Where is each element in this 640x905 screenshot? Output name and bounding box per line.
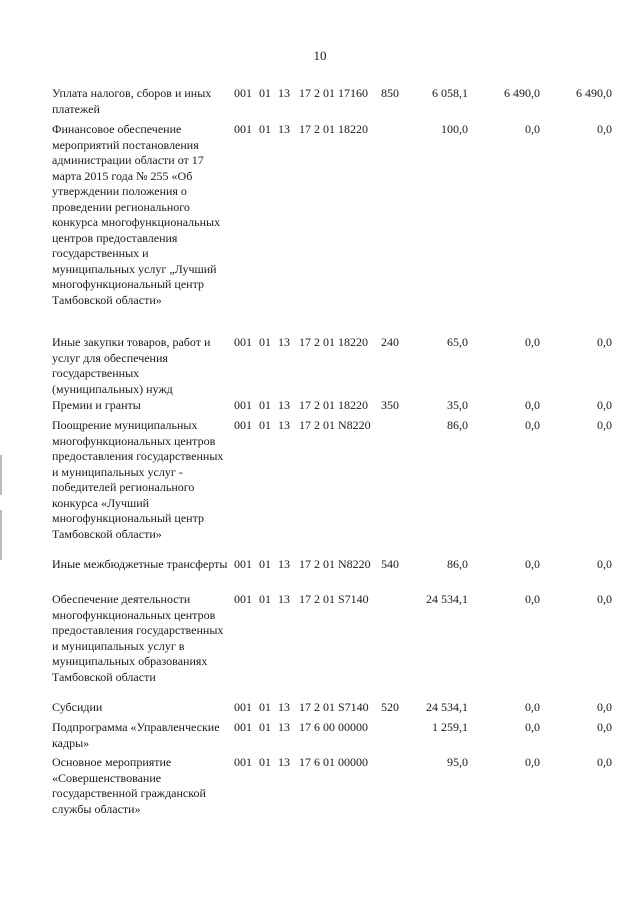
page-number: 10 [313,48,327,63]
razdel-code: 01 [259,418,271,432]
row-name: Основное мероприятие «Совершенствование государственной гражданской службы области» [52,755,206,816]
target-article-code: 17 6 00 00000 [299,720,368,734]
row-name: Иные закупки товаров, работ и услуг для обеспечения государственных (муниципальных) нужд [52,335,211,396]
podrazdel-code: 13 [278,86,290,100]
razdel-code: 01 [259,335,271,349]
value-year-2: 0,0 [525,557,540,571]
value-year-1: 65,0 [447,335,468,349]
value-year-3: 0,0 [597,700,612,714]
value-year-2: 0,0 [525,418,540,432]
chapter-code: 001 [234,335,252,349]
podrazdel-code: 13 [278,418,290,432]
target-article-code: 17 2 01 18220 [299,335,368,349]
value-year-3: 0,0 [597,720,612,734]
value-year-3: 0,0 [597,122,612,136]
podrazdel-code: 13 [278,592,290,606]
razdel-code: 01 [259,86,271,100]
target-article-code: 17 2 01 17160 [299,86,368,100]
scan-edge-mark [0,455,2,495]
value-year-1: 6 058,1 [432,86,468,100]
value-year-1: 95,0 [447,755,468,769]
podrazdel-code: 13 [278,398,290,412]
chapter-code: 001 [234,122,252,136]
value-year-3: 0,0 [597,592,612,606]
row-name: Субсидии [52,700,103,714]
chapter-code: 001 [234,557,252,571]
razdel-code: 01 [259,700,271,714]
razdel-code: 01 [259,557,271,571]
chapter-code: 001 [234,86,252,100]
target-article-code: 17 2 01 18220 [299,122,368,136]
value-year-1: 86,0 [447,557,468,571]
podrazdel-code: 13 [278,557,290,571]
value-year-2: 0,0 [525,700,540,714]
target-article-code: 17 2 01 S7140 [299,700,369,714]
value-year-2: 0,0 [525,720,540,734]
razdel-code: 01 [259,592,271,606]
expense-type-code: 520 [381,700,399,714]
target-article-code: 17 6 01 00000 [299,755,368,769]
row-name: Обеспечение деятельности многофункциональных центров предоставления государственных и муниципальных услуг в муниципальных образованиях Тамбовской области [52,592,224,684]
podrazdel-code: 13 [278,700,290,714]
row-name: Иные межбюджетные трансферты [52,557,228,571]
value-year-3: 0,0 [597,398,612,412]
chapter-code: 001 [234,755,252,769]
chapter-code: 001 [234,418,252,432]
row-name: Финансовое обеспечение мероприятий постановления администрации области от 17 марта 2015 года № 255 «Об утверждении положения о проведении регионального конкурса многофункциональных центров предоставления государственных и муниципальных услуг „Лучший многофункциональный центр Тамбовской области» [52,122,221,307]
podrazdel-code: 13 [278,720,290,734]
value-year-2: 0,0 [525,592,540,606]
row-name: Поощрение муниципальных многофункциональных центров предоставления государственных и муниципальных услуг - победителей регионального конкурса «Лучший многофункциональный центр Тамбовской области» [52,418,224,541]
value-year-1: 1 259,1 [432,720,468,734]
value-year-3: 6 490,0 [576,86,612,100]
chapter-code: 001 [234,720,252,734]
expense-type-code: 540 [381,557,399,571]
row-name: Премии и гранты [52,398,141,412]
razdel-code: 01 [259,398,271,412]
podrazdel-code: 13 [278,122,290,136]
value-year-1: 24 534,1 [426,700,468,714]
podrazdel-code: 13 [278,755,290,769]
podrazdel-code: 13 [278,335,290,349]
razdel-code: 01 [259,720,271,734]
value-year-3: 0,0 [597,557,612,571]
value-year-2: 0,0 [525,335,540,349]
chapter-code: 001 [234,700,252,714]
razdel-code: 01 [259,122,271,136]
value-year-3: 0,0 [597,418,612,432]
value-year-2: 0,0 [525,122,540,136]
razdel-code: 01 [259,755,271,769]
value-year-2: 6 490,0 [504,86,540,100]
target-article-code: 17 2 01 S7140 [299,592,369,606]
target-article-code: 17 2 01 N8220 [299,418,371,432]
value-year-2: 0,0 [525,755,540,769]
value-year-2: 0,0 [525,398,540,412]
value-year-1: 86,0 [447,418,468,432]
row-name: Уплата налогов, сборов и иных платежей [52,86,212,116]
expense-type-code: 850 [381,86,399,100]
value-year-1: 24 534,1 [426,592,468,606]
value-year-3: 0,0 [597,755,612,769]
chapter-code: 001 [234,398,252,412]
value-year-1: 35,0 [447,398,468,412]
value-year-1: 100,0 [441,122,468,136]
expense-type-code: 350 [381,398,399,412]
scan-edge-mark [0,510,2,560]
target-article-code: 17 2 01 18220 [299,398,368,412]
value-year-3: 0,0 [597,335,612,349]
expense-type-code: 240 [381,335,399,349]
row-name: Подпрограмма «Управленческие кадры» [52,720,220,750]
target-article-code: 17 2 01 N8220 [299,557,371,571]
chapter-code: 001 [234,592,252,606]
